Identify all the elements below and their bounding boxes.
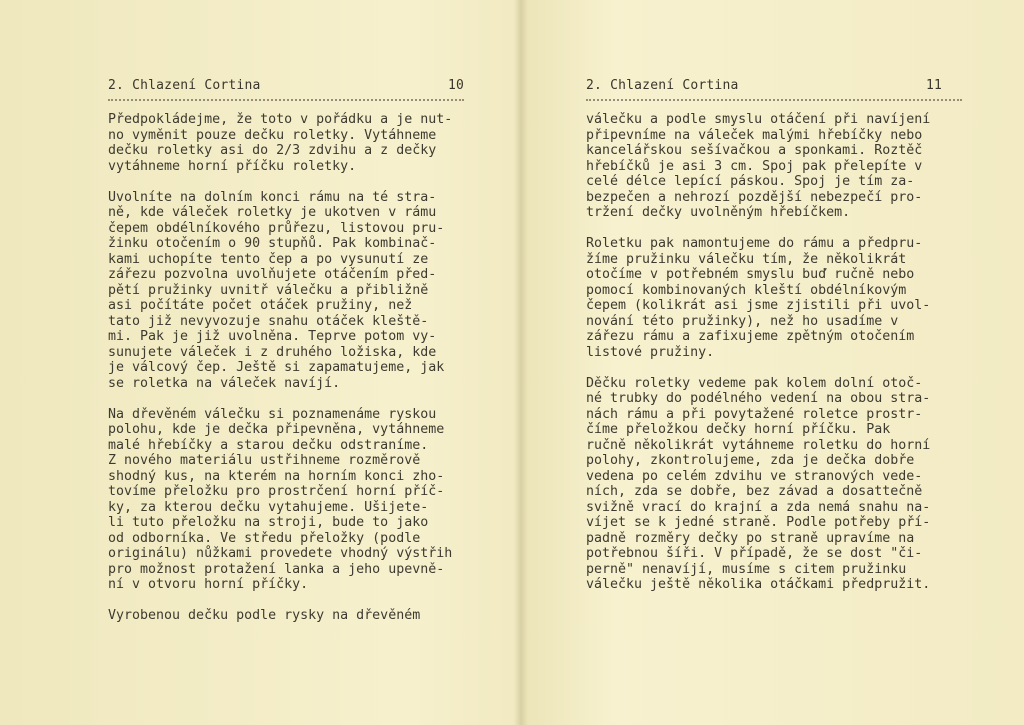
- left-page-header-rule: [108, 99, 464, 101]
- text-line: polohu, kde je dečka připevněna, vytáhneme: [108, 422, 445, 437]
- text-line: mi. Pak je již uvolněna. Teprve potom vy-: [108, 329, 437, 344]
- text-line: ní v otvoru horní příčky.: [108, 577, 309, 592]
- text-line: polohy, zkontrolujeme, zda je dečka dobře: [586, 453, 915, 468]
- right-page-body: [586, 112, 966, 608]
- text-line: ručně několikrát vytáhneme roletku do horní: [586, 437, 931, 453]
- paragraph: [586, 112, 966, 221]
- text-line: tržení dečky uvolněným hřebíčkem.: [586, 205, 851, 220]
- text-line: čepem obdélníkového průřezu, listovou pru-: [108, 220, 445, 236]
- text-line: tovíme přeložku pro prostrčení horní příč-: [108, 484, 445, 499]
- text-line: vedena po celém zdvihu ve stranových vede-: [586, 468, 923, 484]
- left-page-header-title: 2. Chlazení Cortina: [108, 78, 261, 93]
- text-line: Na dřevěném válečku si poznamenáme ryskou: [108, 406, 437, 422]
- text-line: Z nového materiálu ustřihneme rozměrově: [108, 453, 421, 468]
- text-line: svižně vrací do krajní a zda nemá snahu na-: [586, 499, 931, 515]
- text-line: li tuto přeložku na stroji, bude to jako: [108, 515, 429, 530]
- left-page-number: 10: [447, 78, 464, 93]
- text-line: ky, za kterou dečku vytahujeme. Ušijete-: [108, 499, 429, 515]
- text-line: se roletka na váleček navíjí.: [108, 375, 341, 391]
- right-page-header-title: 2. Chlazení Cortina: [586, 78, 739, 93]
- text-line: shodný kus, na kterém na horním konci zho-: [108, 468, 445, 484]
- text-line: čepem (kolikrát asi jsme zjistili při uvol-: [586, 298, 931, 313]
- paragraph: [586, 376, 966, 593]
- text-line: listové pružiny.: [586, 344, 715, 360]
- text-line: Uvolníte na dolním konci rámu na té stra-: [108, 189, 437, 205]
- text-line: ně, kde váleček roletky je ukotven v rámu: [108, 205, 437, 220]
- left-page-body: [108, 112, 468, 639]
- text-line: Děčku roletky vedeme pak kolem dolní otoč-: [586, 375, 923, 391]
- text-line: potřebnou šíři. V případě, že se dost "či-: [586, 546, 923, 561]
- text-line: žinku otočením o 90 stupňů. Pak kombinač-: [108, 236, 437, 251]
- text-line: kancelářskou sešívačkou a sponkami. Roztěč: [586, 143, 923, 158]
- text-line: né trubky do podélného vedení na obou stra-: [586, 391, 931, 406]
- text-line: pomocí kombinovaných kleští obdélníkovým: [586, 282, 907, 298]
- paragraph: [586, 236, 966, 360]
- paragraph: [108, 112, 468, 174]
- book-gutter: [514, 0, 528, 725]
- text-line: víjet se k jedné straně. Podle potřeby pří-: [586, 515, 931, 530]
- text-line: no vyměnit pouze dečku roletky. Vytáhneme: [108, 127, 437, 143]
- right-page-number: 11: [925, 78, 942, 93]
- text-line: hřebíčků je asi 3 cm. Spoj pak přelepíte v: [586, 158, 923, 174]
- text-line: celé délce lepící páskou. Spoj je tím za-: [586, 174, 915, 189]
- text-line: od odborníka. Ve středu přeložky (podle: [108, 530, 421, 546]
- text-line: malé hřebíčky a starou dečku odstraníme.: [108, 437, 429, 453]
- text-line: číme přeložkou dečky horní příčku. Pak: [586, 422, 891, 437]
- right-page-header-rule: [586, 99, 962, 101]
- text-line: asi počítáte počet otáček pružiny, než: [108, 298, 413, 313]
- text-line: kami uchopíte tento čep a po vysunutí ze: [108, 251, 429, 267]
- text-line: nování této pružinky), než ho usadíme v: [586, 313, 899, 329]
- text-line: padně rozměry dečky po straně upravíme na: [586, 530, 915, 546]
- paragraph: [108, 407, 468, 593]
- text-line: dečku roletky asi do 2/3 zdvihu a z dečky: [108, 143, 437, 158]
- text-line: nách rámu a při povytažené roletce prostr-: [586, 406, 923, 422]
- text-line: připevníme na váleček malými hřebíčky nebo: [586, 127, 923, 143]
- text-line: sunujete váleček i z druhého ložiska, kde: [108, 344, 437, 360]
- text-line: otočíme v potřebném smyslu buď ručně nebo: [586, 267, 915, 282]
- text-line: vytáhneme horní příčku roletky.: [108, 158, 357, 174]
- text-line: pětí pružinky uvnitř válečku a přibližně: [108, 282, 429, 298]
- text-line: bezpečen a nehrozí pozdější nebezpečí pro-: [586, 189, 923, 205]
- text-line: žíme pružinku válečku tím, že několikrát: [586, 251, 907, 267]
- text-line: zářezu pozvolna uvolňujete otáčením před-: [108, 267, 437, 282]
- text-line: je válcový čep. Ještě si zapamatujeme, jak: [108, 360, 445, 375]
- right-page: [528, 0, 1024, 725]
- text-line: válečku a podle smyslu otáčení při navíjení: [586, 112, 931, 127]
- text-line: zářezu rámu a zafixujeme zpětným otočením: [586, 329, 915, 344]
- paragraph: [108, 190, 468, 392]
- text-line: perně" nenavíjí, musíme s citem pružinku: [586, 561, 907, 577]
- text-line: ních, zda se dobře, bez závad a dosattečně: [586, 484, 923, 499]
- text-line: Vyrobenou dečku podle rysky na dřevěném: [108, 608, 421, 623]
- paragraph: [108, 608, 468, 624]
- text-line: válečku ještě několika otáčkami předpružit.: [586, 577, 931, 592]
- text-line: originálu) nůžkami provedete vhodný výstřih: [108, 546, 453, 561]
- text-line: tato již nevyvozuje snahu otáček kleště-: [108, 313, 429, 329]
- text-line: Roletku pak namontujeme do rámu a předpru-: [586, 236, 923, 251]
- text-line: pro možnost protažení lanka a jeho upevně-: [108, 561, 445, 577]
- text-line: Předpokládejme, že toto v pořádku a je nut-: [108, 112, 453, 127]
